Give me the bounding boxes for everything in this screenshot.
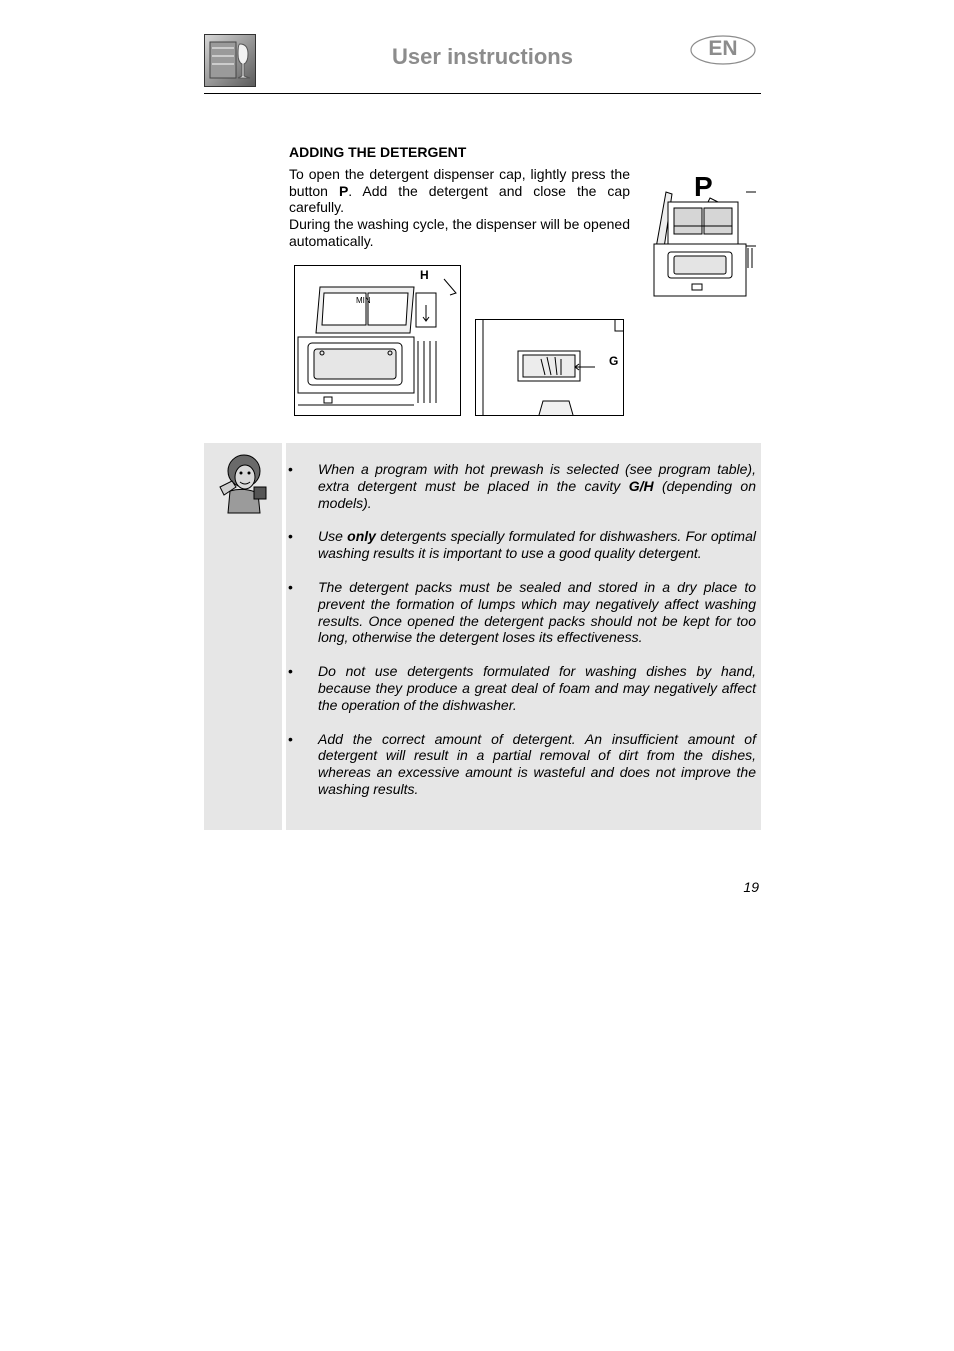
dispenser-button-p-figure xyxy=(650,168,758,298)
dishwasher-logo-icon xyxy=(204,34,256,87)
page-title: User instructions xyxy=(392,44,573,69)
instruction-paragraph-1: To open the detergent dispenser cap, lightly press the button P. Add the detergent and close the cap carefully. xyxy=(289,166,630,216)
dispenser-cavity-g-figure xyxy=(475,317,625,417)
section-heading: ADDING THE DETERGENT xyxy=(289,144,467,160)
page-number: 19 xyxy=(743,879,759,895)
header-divider xyxy=(204,93,761,94)
list-item: • When a program with hot prewash is selected (see program table), extra detergent must be placed in the cavity G/H (depending on models). xyxy=(288,461,756,511)
language-badge-label: EN xyxy=(708,37,738,60)
instruction-paragraph-2: During the washing cycle, the dispenser will be opened automatically. xyxy=(289,216,630,249)
list-item: • Add the correct amount of detergent. An insufficient amount of detergent will result in a partial removal of dirt from the dishes, whereas an excessive amount is wasteful and does not improve the washing results. xyxy=(288,731,756,798)
button-p-label: P xyxy=(694,171,713,202)
dispenser-cavity-h-figure xyxy=(294,265,462,417)
list-item: • The detergent packs must be sealed and stored in a dry place to prevent the formation of lumps which may negatively affect washing results. Once opened the detergent packs should not be kept for too long, otherwise the detergent loses its effectiveness. xyxy=(288,579,756,646)
list-item: • Do not use detergents formulated for washing dishes by hand, because they produce a great deal of foam and may negatively affect the operation of the dishwasher. xyxy=(288,663,756,713)
cavity-h-label: H xyxy=(420,268,429,282)
notes-list xyxy=(288,461,756,815)
button-p-ref: P xyxy=(338,182,349,199)
cavity-g-label: G xyxy=(609,354,619,368)
list-item: • Use only detergents specially formulated for dishwashers. For optimal washing results it is important to use a good quality detergent. xyxy=(288,528,756,562)
min-label: MIN xyxy=(356,296,371,305)
advice-mascot-icon xyxy=(214,451,272,515)
